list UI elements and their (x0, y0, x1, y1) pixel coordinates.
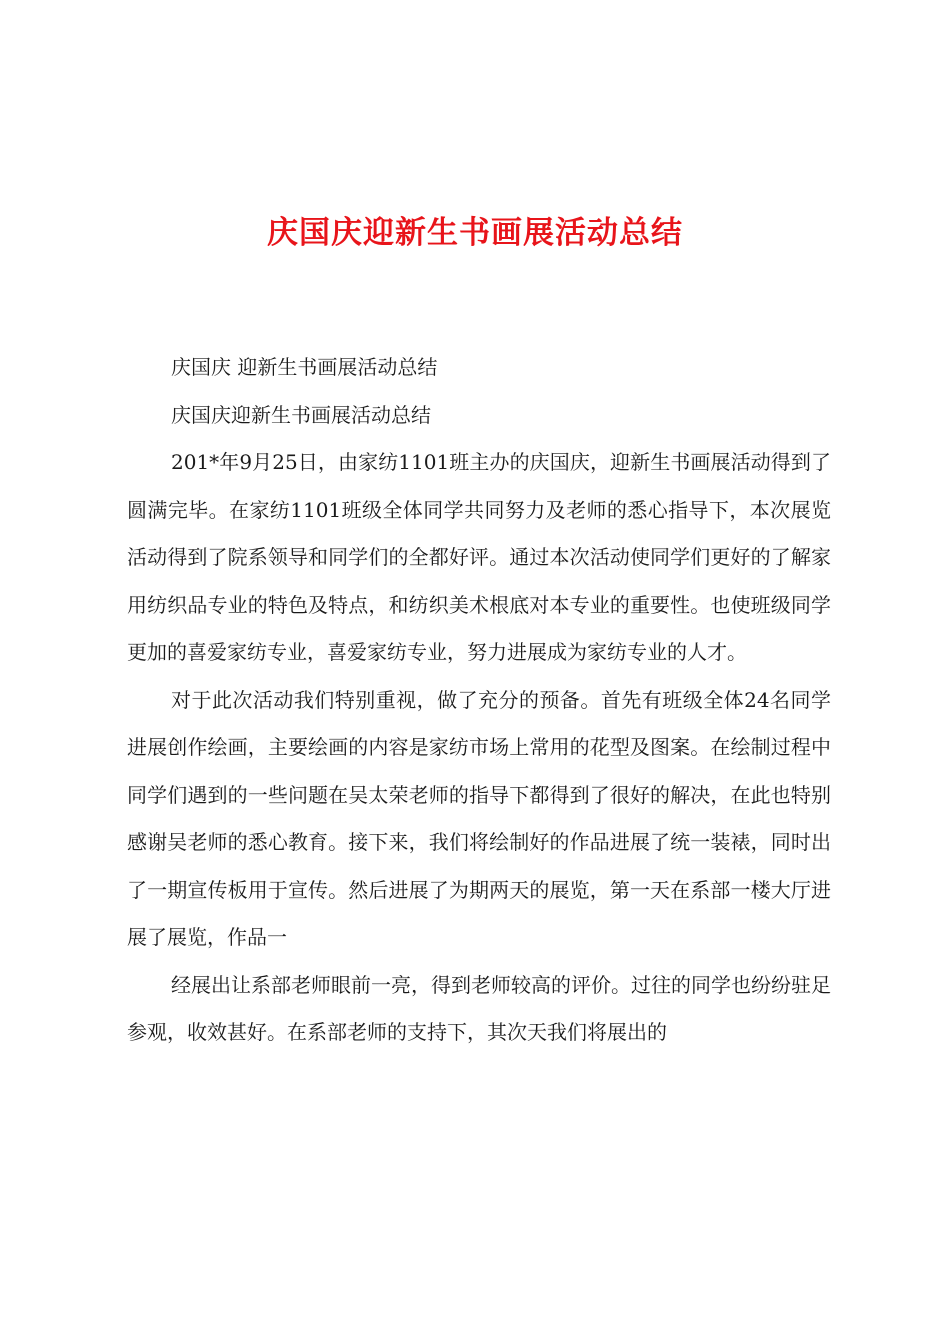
paragraph-exhibition: 经展出让系部老师眼前一亮，得到老师较高的评价。过往的同学也纷纷驻足参观，收效甚好。在系部老师的支持下，其次天我们将展出的 (127, 972, 831, 1044)
paragraph-intro: 201*年9月25日，由家纺1101班主办的庆国庆，迎新生书画展活动得到了圆满完毕。在家纺1101班级全体同学共同努力及老师的悉心指导下，本次展览活动得到了院系领导和同学们的全都好评。通过本次活动使同学们更好的了解家用纺织品专业的特色及特点，和纺织美术根底对本专业的重要性。也使班级同学更加的喜爱家纺专业，喜爱家纺专业，努力进展成为家纺专业的人才。 (127, 450, 831, 664)
paragraph-subtitle-2: 庆国庆迎新生书画展活动总结 (171, 402, 431, 427)
document-body (127, 344, 831, 1057)
document-title: 庆国庆迎新生书画展活动总结 (267, 215, 683, 251)
paragraph-subtitle-1: 庆国庆 迎新生书画展活动总结 (171, 355, 438, 379)
paragraph-preparation: 对于此次活动我们特别重视，做了充分的预备。首先有班级全体24名同学进展创作绘画，主要绘画的内容是家纺市场上常用的花型及图案。在绘制过程中同学们遇到的一些问题在吴太荣老师的指导下都得到了很好的解决，在此也特别感谢吴老师的悉心教育。接下来，我们将绘制好的作品进展了统一装裱，同时出了一期宣传板用于宣传。然后进展了为期两天的展览，第一天在系部一楼大厅进展了展览，作品一 (127, 687, 831, 949)
